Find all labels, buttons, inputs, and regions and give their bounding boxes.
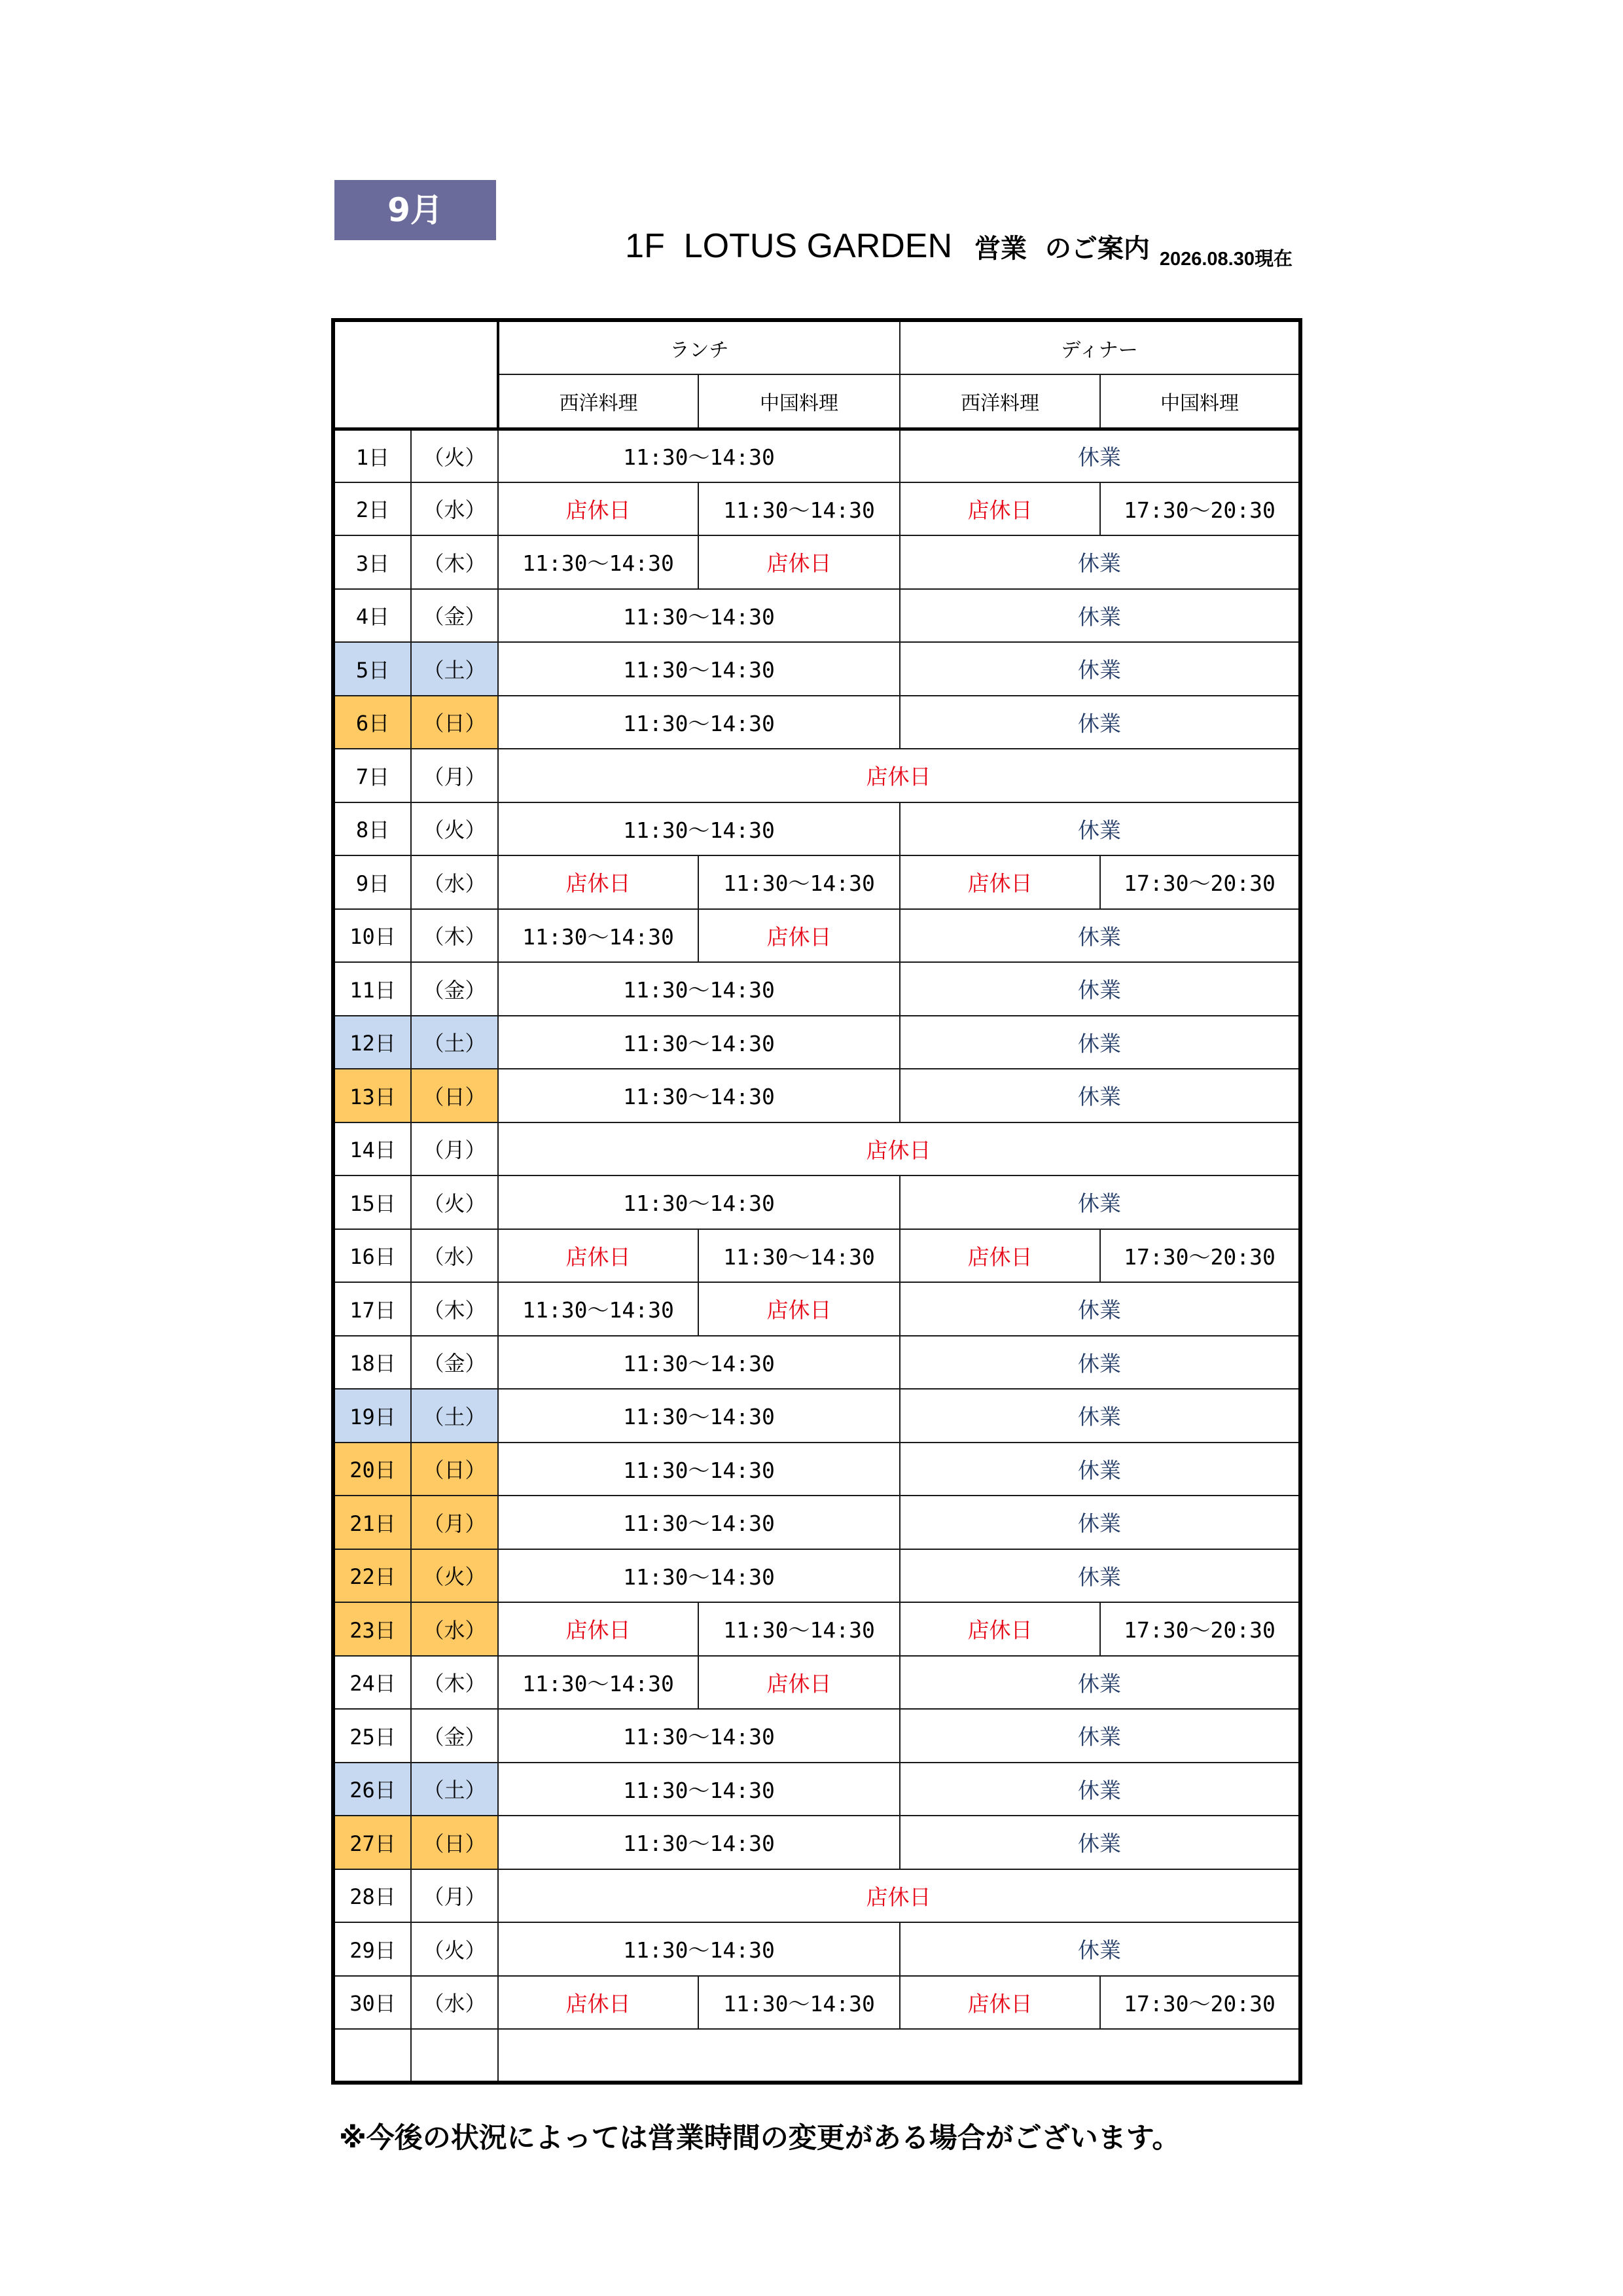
lunch-header: ランチ — [498, 320, 900, 374]
dinner-western-cell: 店休日 — [900, 855, 1100, 909]
header-corner-cell — [333, 320, 498, 429]
dinner-hours-cell: 休業 — [900, 1763, 1300, 1816]
dinner-hours-cell: 休業 — [900, 1496, 1300, 1549]
day-of-month-cell: 6日 — [333, 696, 411, 749]
day-of-month-cell: 7日 — [333, 749, 411, 802]
day-of-month-cell: 15日 — [333, 1175, 411, 1229]
weekday-cell: （水） — [411, 1602, 498, 1656]
schedule-row — [333, 429, 1300, 482]
day-of-month-cell: 9日 — [333, 855, 411, 909]
schedule-row — [333, 589, 1300, 643]
day-of-month-cell: 14日 — [333, 1122, 411, 1176]
lunch-chinese-cell: 11:30～14:30 — [698, 1976, 900, 2030]
day-of-month-cell: 19日 — [333, 1389, 411, 1443]
lunch-hours-cell: 11:30～14:30 — [498, 1016, 900, 1069]
lunch-hours-cell: 11:30～14:30 — [498, 1069, 900, 1122]
day-of-month-cell: 10日 — [333, 909, 411, 963]
lunch-hours-cell: 11:30～14:30 — [498, 1389, 900, 1443]
dinner-header: ディナー — [900, 320, 1300, 374]
weekday-cell: （土） — [411, 1389, 498, 1443]
schedule-row — [333, 1763, 1300, 1816]
weekday-cell: （月） — [411, 1122, 498, 1176]
weekday-cell: （金） — [411, 962, 498, 1016]
lunch-hours-cell: 11:30～14:30 — [498, 1816, 900, 1869]
dinner-hours-cell: 休業 — [900, 696, 1300, 749]
full-day-cell — [498, 2029, 1300, 2083]
weekday-cell: （水） — [411, 482, 498, 536]
day-of-month-cell: 29日 — [333, 1922, 411, 1976]
lunch-western-header: 西洋料理 — [498, 374, 698, 429]
lunch-chinese-cell: 11:30～14:30 — [698, 482, 900, 536]
dinner-hours-cell: 休業 — [900, 589, 1300, 643]
schedule-header — [333, 320, 1300, 429]
schedule-row — [333, 1282, 1300, 1336]
day-of-month-cell: 27日 — [333, 1816, 411, 1869]
lunch-hours-cell: 11:30～14:30 — [498, 429, 900, 482]
dinner-western-cell: 店休日 — [900, 1976, 1100, 2030]
schedule-row — [333, 909, 1300, 963]
schedule-row — [333, 1122, 1300, 1176]
weekday-cell: （水） — [411, 1229, 498, 1283]
dinner-hours-cell: 休業 — [900, 802, 1300, 856]
schedule-row — [333, 482, 1300, 536]
weekday-cell: （木） — [411, 535, 498, 589]
dinner-hours-cell: 休業 — [900, 1069, 1300, 1122]
weekday-cell: （金） — [411, 1336, 498, 1390]
day-of-month-cell: 8日 — [333, 802, 411, 856]
day-of-month-cell: 17日 — [333, 1282, 411, 1336]
schedule-row — [333, 1336, 1300, 1390]
weekday-cell: （金） — [411, 1709, 498, 1763]
day-of-month-cell: 13日 — [333, 1069, 411, 1122]
full-day-cell: 店休日 — [498, 749, 1300, 802]
schedule-row — [333, 962, 1300, 1016]
lunch-western-cell: 店休日 — [498, 1602, 698, 1656]
day-of-month-cell: 28日 — [333, 1869, 411, 1923]
day-of-month-cell: 12日 — [333, 1016, 411, 1069]
lunch-hours-cell: 11:30～14:30 — [498, 642, 900, 696]
lunch-western-cell: 11:30～14:30 — [498, 1282, 698, 1336]
lunch-chinese-cell: 店休日 — [698, 535, 900, 589]
lunch-chinese-cell: 店休日 — [698, 909, 900, 963]
weekday-cell: （日） — [411, 1816, 498, 1869]
weekday-cell: （月） — [411, 749, 498, 802]
dinner-hours-cell: 休業 — [900, 1443, 1300, 1496]
lunch-hours-cell: 11:30～14:30 — [498, 1443, 900, 1496]
schedule-row — [333, 1496, 1300, 1549]
lunch-hours-cell: 11:30～14:30 — [498, 1763, 900, 1816]
dinner-hours-cell: 休業 — [900, 1389, 1300, 1443]
weekday-cell: （木） — [411, 909, 498, 963]
weekday-cell: （土） — [411, 642, 498, 696]
day-of-month-cell: 20日 — [333, 1443, 411, 1496]
lunch-chinese-cell: 店休日 — [698, 1656, 900, 1710]
weekday-cell: （木） — [411, 1656, 498, 1710]
lunch-hours-cell: 11:30～14:30 — [498, 962, 900, 1016]
day-of-month-cell: 25日 — [333, 1709, 411, 1763]
dinner-hours-cell: 休業 — [900, 1016, 1300, 1069]
dinner-hours-cell: 休業 — [900, 429, 1300, 482]
day-of-month-cell: 18日 — [333, 1336, 411, 1390]
schedule-row — [333, 1922, 1300, 1976]
schedule-row — [333, 642, 1300, 696]
lunch-hours-cell: 11:30～14:30 — [498, 1549, 900, 1603]
schedule-row — [333, 1069, 1300, 1122]
day-of-month-cell: 23日 — [333, 1602, 411, 1656]
weekday-cell: （火） — [411, 1922, 498, 1976]
dinner-western-header: 西洋料理 — [900, 374, 1100, 429]
dinner-chinese-header: 中国料理 — [1100, 374, 1300, 429]
schedule-row — [333, 696, 1300, 749]
lunch-western-cell: 11:30～14:30 — [498, 909, 698, 963]
day-of-month-cell: 4日 — [333, 589, 411, 643]
title-subtitle: 営業 のご案内 — [974, 234, 1150, 264]
dinner-hours-cell: 休業 — [900, 1816, 1300, 1869]
schedule-row — [333, 1869, 1300, 1923]
lunch-western-cell: 店休日 — [498, 1976, 698, 2030]
month-badge: 9月 — [334, 180, 496, 240]
lunch-hours-cell: 11:30～14:30 — [498, 589, 900, 643]
lunch-hours-cell: 11:30～14:30 — [498, 1709, 900, 1763]
dinner-chinese-cell: 17:30～20:30 — [1100, 482, 1300, 536]
lunch-chinese-cell: 11:30～14:30 — [698, 1229, 900, 1283]
dinner-western-cell: 店休日 — [900, 482, 1100, 536]
day-of-month-cell: 21日 — [333, 1496, 411, 1549]
lunch-chinese-cell: 11:30～14:30 — [698, 1602, 900, 1656]
weekday-cell — [411, 2029, 498, 2083]
lunch-chinese-cell: 11:30～14:30 — [698, 855, 900, 909]
weekday-cell: （火） — [411, 1549, 498, 1603]
full-day-cell: 店休日 — [498, 1869, 1300, 1923]
weekday-cell: （日） — [411, 696, 498, 749]
weekday-cell: （土） — [411, 1016, 498, 1069]
dinner-chinese-cell: 17:30～20:30 — [1100, 1976, 1300, 2030]
schedule-table — [331, 318, 1302, 2085]
dinner-hours-cell: 休業 — [900, 909, 1300, 963]
dinner-hours-cell: 休業 — [900, 1922, 1300, 1976]
day-of-month-cell: 22日 — [333, 1549, 411, 1603]
day-of-month-cell: 3日 — [333, 535, 411, 589]
day-of-month-cell — [333, 2029, 411, 2083]
lunch-western-cell: 店休日 — [498, 855, 698, 909]
title-venue: 1F LOTUS GARDEN — [625, 227, 953, 265]
dinner-chinese-cell: 17:30～20:30 — [1100, 1229, 1300, 1283]
weekday-cell: （火） — [411, 1175, 498, 1229]
weekday-cell: （火） — [411, 429, 498, 482]
dinner-hours-cell: 休業 — [900, 1656, 1300, 1710]
as-of-date: 2026.08.30現在 — [1159, 249, 1293, 270]
schedule-row — [333, 1656, 1300, 1710]
weekday-cell: （火） — [411, 802, 498, 856]
lunch-western-cell: 店休日 — [498, 482, 698, 536]
lunch-hours-cell: 11:30～14:30 — [498, 1922, 900, 1976]
weekday-cell: （水） — [411, 1976, 498, 2030]
dinner-hours-cell: 休業 — [900, 1282, 1300, 1336]
weekday-cell: （水） — [411, 855, 498, 909]
schedule-body — [333, 429, 1300, 2083]
weekday-cell: （月） — [411, 1869, 498, 1923]
schedule-row — [333, 1976, 1300, 2030]
lunch-chinese-cell: 店休日 — [698, 1282, 900, 1336]
day-of-month-cell: 16日 — [333, 1229, 411, 1283]
dinner-hours-cell: 休業 — [900, 1336, 1300, 1390]
lunch-western-cell: 11:30～14:30 — [498, 535, 698, 589]
schedule-row — [333, 1549, 1300, 1603]
lunch-hours-cell: 11:30～14:30 — [498, 1496, 900, 1549]
weekday-cell: （日） — [411, 1443, 498, 1496]
lunch-hours-cell: 11:30～14:30 — [498, 1175, 900, 1229]
schedule-row — [333, 2029, 1300, 2083]
dinner-hours-cell: 休業 — [900, 535, 1300, 589]
day-of-month-cell: 2日 — [333, 482, 411, 536]
dinner-chinese-cell: 17:30～20:30 — [1100, 1602, 1300, 1656]
full-day-cell: 店休日 — [498, 1122, 1300, 1176]
schedule-row — [333, 1175, 1300, 1229]
schedule-row — [333, 1016, 1300, 1069]
page-title — [618, 195, 1150, 265]
schedule-row — [333, 1389, 1300, 1443]
day-of-month-cell: 26日 — [333, 1763, 411, 1816]
schedule-row — [333, 1602, 1300, 1656]
lunch-western-cell: 11:30～14:30 — [498, 1656, 698, 1710]
schedule-row — [333, 1709, 1300, 1763]
lunch-chinese-header: 中国料理 — [698, 374, 900, 429]
lunch-western-cell: 店休日 — [498, 1229, 698, 1283]
footer-note: ※今後の状況によっては営業時間の変更がある場合がございます。 — [339, 2122, 1181, 2155]
day-of-month-cell: 24日 — [333, 1656, 411, 1710]
day-of-month-cell: 30日 — [333, 1976, 411, 2030]
dinner-western-cell: 店休日 — [900, 1602, 1100, 1656]
schedule-row — [333, 1816, 1300, 1869]
schedule-row — [333, 1229, 1300, 1283]
day-of-month-cell: 1日 — [333, 429, 411, 482]
dinner-hours-cell: 休業 — [900, 1175, 1300, 1229]
dinner-hours-cell: 休業 — [900, 642, 1300, 696]
weekday-cell: （日） — [411, 1069, 498, 1122]
dinner-western-cell: 店休日 — [900, 1229, 1100, 1283]
schedule-row — [333, 802, 1300, 856]
header-row-meals — [333, 320, 1300, 374]
weekday-cell: （月） — [411, 1496, 498, 1549]
dinner-chinese-cell: 17:30～20:30 — [1100, 855, 1300, 909]
dinner-hours-cell: 休業 — [900, 1709, 1300, 1763]
schedule-row — [333, 749, 1300, 802]
dinner-hours-cell: 休業 — [900, 1549, 1300, 1603]
weekday-cell: （土） — [411, 1763, 498, 1816]
day-of-month-cell: 5日 — [333, 642, 411, 696]
schedule-row — [333, 535, 1300, 589]
lunch-hours-cell: 11:30～14:30 — [498, 696, 900, 749]
dinner-hours-cell: 休業 — [900, 962, 1300, 1016]
weekday-cell: （金） — [411, 589, 498, 643]
schedule-row — [333, 1443, 1300, 1496]
lunch-hours-cell: 11:30～14:30 — [498, 1336, 900, 1390]
schedule-row — [333, 855, 1300, 909]
day-of-month-cell: 11日 — [333, 962, 411, 1016]
lunch-hours-cell: 11:30～14:30 — [498, 802, 900, 856]
weekday-cell: （木） — [411, 1282, 498, 1336]
